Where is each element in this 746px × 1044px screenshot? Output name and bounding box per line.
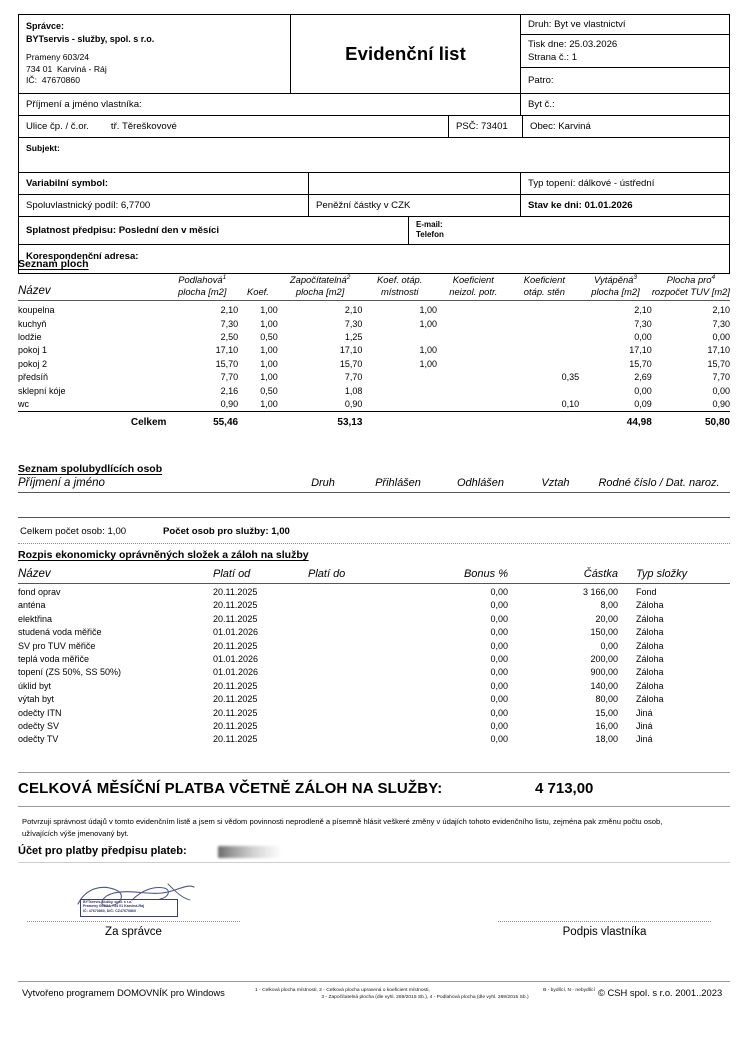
owner-row [19,93,729,115]
areas-total-koef_sten [510,412,580,432]
services-cell-name: elektřina [18,613,53,624]
table-row [18,398,730,412]
services-col-valid-from: Platí od [213,567,251,580]
services-cell-type: Záloha [636,613,664,624]
areas-total-tuv: 50,80 [652,412,730,432]
table-row [18,358,730,371]
areas-total-koef [238,412,278,432]
email-label: E-mail: [416,220,443,229]
areas-cell-zapocitatelna: 17,10 [339,345,363,356]
areas-cell-name: kuchyň [18,318,47,329]
areas-cell-name: předsíň [18,372,49,383]
owner-signature-line [498,921,711,922]
areas-cell-vytapena: 0,09 [634,398,652,409]
areas-cell-podlahova: 15,70 [215,358,239,369]
declaration-text: Potvrzuji správnost údajů v tomto evidenčním listě a jsem si vědom povinnosti neprodleně a písemně hlásit veškeré změny v údajích tohoto evidenčního listu, zejména pak změnu počtu osob, užívajících výše jmenovaný byt. [22,817,663,838]
areas-cell-koef_otap_mist [362,398,437,412]
flat-number-cell: Byt č.: [528,99,555,110]
table-row [18,733,730,746]
due-date-label: Splatnost předpisu: Poslední den v měsíci [19,217,409,244]
areas-cell-podlahova: 2,16 [220,385,239,396]
areas-cell-name: pokoj 1 [18,345,48,356]
cohabitants-empty-row [18,495,730,511]
areas-total-name: Celkem [18,412,166,432]
manager-label: Správce: [26,21,65,31]
areas-cell-koef_sten: 0,10 [561,398,580,409]
areas-cell-tuv: 2,10 [712,305,730,316]
subject-row [19,137,729,172]
services-cell-amount: 8,00 [600,600,618,611]
areas-col-heated-area [579,272,652,301]
table-row [18,371,730,384]
table-row [18,720,730,733]
cohabitants-empty-cell [18,495,730,511]
phone-label: Telefon [416,230,444,239]
areas-col-wall-heat-coef [510,272,580,301]
services-cell-name: anténa [18,600,46,611]
services-cell-type: Jiná [636,721,653,732]
status-date-cell: Stav ke dni: 01.01.2026 [528,200,633,211]
services-cell-bonus: 0,00 [490,613,508,624]
areas-col-tuv-area-sup: 4 [711,274,716,281]
areas-cell-podlahova: 17,10 [215,345,239,356]
services-table [18,568,730,747]
table-row [18,304,730,317]
ownership-share-cell: Spoluvlastnický podíl: 6,7700 [19,195,309,216]
areas-cell-zapocitatelna: 7,70 [344,372,363,383]
areas-cell-podlahova: 2,10 [220,305,239,316]
services-col-valid-to: Platí do [308,567,346,580]
declaration-bottom-divider [18,862,730,863]
services-cell-to [308,653,403,666]
services-cell-from: 20.11.2025 [213,600,258,611]
manager-ico: IČ: 47670860 [26,75,80,85]
cohabitants-col-relation: Vztah [541,476,570,489]
services-cell-type: Záloha [636,627,664,638]
services-cell-amount: 140,00 [590,680,618,691]
areas-cell-koef_sten [510,331,580,344]
areas-cell-vytapena: 17,10 [629,345,652,356]
table-row [18,680,730,693]
street-value: tř. Těreškovové [110,121,177,132]
services-cell-amount: 15,00 [595,707,618,718]
services-cell-bonus: 0,00 [490,721,508,732]
services-cell-name: výtah byt [18,694,55,705]
areas-col-coef-l1: Koef. [247,285,269,297]
street-label-text: Ulice čp. / č.or. [26,121,89,132]
services-cell-amount: 150,00 [590,627,618,638]
heating-type-cell: Typ topení: dálkové - ústřední [528,178,655,189]
areas-col-uninsulated-coef-l1: Koeficient [452,274,494,286]
services-cell-to [308,640,403,653]
areas-cell-vytapena: 2,10 [634,305,652,316]
table-row [18,626,730,639]
services-cell-type: Záloha [636,680,664,691]
services-cell-bonus: 0,00 [490,694,508,705]
areas-col-floor-area [166,272,238,301]
services-cell-type: Záloha [636,694,664,705]
areas-col-uninsulated-coef [437,272,510,301]
areas-cell-tuv: 7,30 [712,318,730,329]
print-info-row [521,34,729,67]
page-number: Strana č.: 1 [528,52,578,63]
services-cell-name: úklid byt [18,680,52,691]
areas-col-uninsulated-coef-l2: neizol. potr. [449,285,498,297]
persons-for-services-label: Počet osob pro služby: 1,00 [163,526,290,537]
cohabitants-col-name: Příjmení a jméno [18,477,105,489]
areas-header-row [18,272,730,301]
areas-total-podlahova: 55,46 [166,412,238,432]
areas-col-floor-area-l2: plocha [m2] [178,285,227,297]
areas-col-name: Název [18,285,51,298]
account-line-label: Účet pro platby předpisu plateb: [18,845,187,857]
services-cell-from: 01.01.2026 [213,654,259,665]
areas-cell-koef_sten [510,358,580,371]
areas-cell-koef_sten [510,344,580,357]
areas-cell-podlahova: 7,30 [220,318,239,329]
services-cell-to [308,626,403,639]
areas-col-counted-area-l1: Započítatelná [289,274,347,286]
areas-cell-koef: 1,00 [260,345,278,356]
services-cell-to [308,599,403,612]
cohabitants-col-type: Druh [311,476,335,489]
services-col-type: Typ složky [636,567,688,580]
services-cell-from: 20.11.2025 [213,680,258,691]
manager-signature-caption: Za správce [105,926,162,938]
areas-cell-koef_neizol [437,398,510,412]
services-header-row [18,568,730,584]
services-cell-name: fond oprav [18,587,61,597]
floor-row: Patro: [521,67,729,93]
areas-cell-koef_neizol [437,344,510,357]
areas-cell-koef: 1,00 [260,398,278,409]
services-cell-bonus: 0,00 [490,680,508,691]
areas-total-vytapena: 44,98 [579,412,652,432]
table-row [18,599,730,612]
services-cell-type: Záloha [636,654,664,665]
services-cell-name: odečty ITN [18,707,62,718]
services-cell-amount: 80,00 [595,694,618,705]
areas-cell-name: koupelna [18,305,55,316]
areas-cell-name: lodžie [18,331,42,342]
areas-cell-vytapena: 15,70 [629,358,652,369]
areas-cell-zapocitatelna: 0,90 [344,398,363,409]
manager-signature-line [27,921,240,922]
areas-total-zapocitatelna: 53,13 [278,412,363,432]
services-cell-from: 20.11.2025 [213,640,258,651]
areas-cell-podlahova: 2,50 [220,331,239,342]
areas-cell-koef_sten [510,318,580,331]
cohabitants-table [18,477,730,511]
services-cell-to [308,707,403,720]
services-cell-bonus: 0,00 [490,654,508,665]
manager-city: 734 01 Karviná - Ráj [26,63,107,74]
services-cell-amount: 16,00 [595,721,618,732]
cohabitants-col-registered: Přihlášen [375,476,421,489]
areas-cell-koef_otap_mist: 1,00 [419,358,437,369]
areas-cell-koef_sten [510,385,580,398]
table-row [18,344,730,357]
services-cell-amount: 200,00 [590,654,618,665]
areas-cell-zapocitatelna: 2,10 [344,305,363,316]
areas-cell-koef: 0,50 [260,331,278,342]
areas-col-wall-heat-coef-l2: otáp. stěn [523,285,565,297]
variable-symbol-row [19,172,729,194]
areas-cell-koef: 1,00 [260,318,278,329]
services-cell-to [308,680,403,693]
areas-col-tuv-area [652,272,730,301]
services-col-name: Název [18,568,51,580]
services-col-amount: Částka [583,567,618,580]
manager-address [26,52,283,87]
services-cell-amount: 900,00 [590,667,618,678]
services-col-bonus: Bonus % [463,567,508,580]
areas-cell-koef_otap_mist: 1,00 [419,345,437,356]
services-cell-type: Fond [636,587,657,597]
street-row [19,115,729,137]
page-title: Evidenční list [345,43,466,64]
services-cell-from: 01.01.2026 [213,627,259,638]
cohabitants-section-title: Seznam spolubydlících osob [18,463,163,475]
variable-symbol-spacer [309,173,521,194]
table-row [18,613,730,626]
services-cell-to [308,586,403,599]
header-right-block [521,15,729,93]
table-row [18,666,730,679]
areas-total-row [18,412,730,432]
services-cell-bonus: 0,00 [490,734,508,745]
footer-notes [255,987,595,1001]
services-cell-name: SV pro TUV měřiče [18,640,96,651]
redacted-account-number [218,846,280,858]
areas-cell-vytapena: 7,30 [634,318,652,329]
stamp-line-1: BYTservis-služby, spol. s r.o. [83,900,133,904]
services-cell-amount: 0,00 [600,640,618,651]
areas-cell-koef_neizol [437,318,510,331]
areas-cell-name: wc [18,398,29,409]
stamp-line-2: Prameny 603/24, 734 01 Karviná-Ráj [83,904,145,909]
services-cell-from: 20.11.2025 [213,587,258,597]
footer-note-line-2: 3 - Započítatelná plocha (dle vyhl. 269/2015 Sb.), 4 - Podlahová plocha (dle vyhl. 269/2015 Sb.) [321,995,529,1000]
areas-cell-zapocitatelna: 1,08 [344,385,363,396]
services-cell-bonus: 0,00 [490,587,508,597]
services-cell-name: odečty TV [18,734,59,745]
correspondence-row [19,244,729,273]
table-row [18,318,730,331]
areas-cell-koef_otap_mist [362,385,437,398]
areas-cell-vytapena: 0,00 [634,331,652,342]
areas-cell-podlahova: 0,90 [220,398,239,409]
share-row [19,194,729,216]
areas-total-koef_otap_mist [362,412,437,432]
postal-code-cell: PSČ: 73401 [449,116,523,137]
contact-cell [409,217,729,244]
municipality-cell: Obec: Karviná [530,121,591,132]
footer-note-1b: B - bydlící, N - nebydlící [543,988,595,993]
services-cell-type: Jiná [636,707,653,718]
services-cell-from: 20.11.2025 [213,721,258,732]
areas-cell-vytapena: 0,00 [634,385,652,396]
areas-cell-zapocitatelna: 1,25 [344,331,363,342]
areas-cell-tuv: 17,10 [707,345,730,356]
footer-note-line-1 [255,987,595,994]
declaration-top-divider [18,806,730,807]
areas-cell-koef_otap_mist: 1,00 [419,318,437,329]
services-cell-type: Záloha [636,640,664,651]
services-cell-amount: 3 166,00 [582,587,618,597]
areas-col-counted-area-l2: plocha [m2] [295,285,345,297]
areas-cell-tuv: 15,70 [707,358,730,369]
areas-cell-tuv: 0,90 [712,398,730,409]
cohabitants-col-birth-number: Rodné číslo / Dat. naroz. [598,476,720,489]
owner-signature-caption: Podpis vlastníka [562,926,647,938]
areas-cell-koef_neizol [437,304,510,317]
services-cell-type: Jiná [636,734,653,745]
company-stamp [80,899,178,917]
areas-cell-koef_neizol [437,331,510,344]
services-cell-type: Záloha [636,667,664,678]
header-box [18,14,730,274]
header-top-row [19,15,729,93]
cohabitants-header-row [18,477,730,493]
footer-copyright: © CSH spol. s r.o. 2001..2023 [598,987,723,998]
manager-name: BYTservis - služby, spol. s r.o. [26,34,155,44]
total-persons-label: Celkem počet osob: 1,00 [20,526,127,537]
services-cell-name: teplá voda měřiče [18,654,90,665]
cohabitants-table-body [18,495,730,511]
areas-table-body [18,304,730,431]
services-cell-from: 20.11.2025 [213,613,258,624]
services-cell-name: odečty SV [18,721,60,732]
areas-cell-koef_neizol [437,385,510,398]
services-cell-to [308,666,403,679]
areas-cell-koef_sten [510,304,580,317]
services-section-title: Rozpis ekonomicky oprávněných složek a záloh na služby [18,549,309,561]
areas-col-room-heat-coef [362,272,437,301]
services-cell-to [308,720,403,733]
services-cell-bonus: 0,00 [490,707,508,718]
footer-divider [18,981,730,982]
table-row [18,707,730,720]
services-cell-name: topení (ZS 50%, SS 50%) [18,667,122,678]
services-cell-bonus: 0,00 [490,640,508,651]
areas-col-floor-area-sup: 1 [222,274,227,281]
services-cell-to [308,613,403,626]
services-cell-bonus: 0,00 [490,627,508,638]
areas-cell-tuv: 0,00 [712,331,730,342]
grand-total-label: CELKOVÁ MĚSÍČNÍ PLATBA VČETNĚ ZÁLOH NA SLUŽBY: [18,780,443,797]
table-row [18,385,730,398]
subject-label: Subjekt: [26,143,60,153]
areas-cell-zapocitatelna: 7,30 [344,318,363,329]
areas-col-counted-area [278,272,363,301]
services-cell-bonus: 0,00 [490,667,508,678]
areas-col-tuv-area-l2: rozpočet TUV [m2] [651,285,730,297]
areas-col-counted-area-sup: 2 [346,274,351,281]
areas-cell-zapocitatelna: 15,70 [339,358,363,369]
variable-symbol-label: Variabilní symbol: [19,173,309,194]
footer-note-1a: 1 - Celková plocha místnosti, 2 - Celková plocha upravená o koeficient místnosti, [255,988,430,993]
table-row [18,693,730,706]
areas-cell-koef_sten: 0,35 [561,372,580,383]
areas-col-coef [238,272,278,301]
areas-col-room-heat-coef-l2: místnosti [380,285,419,297]
areas-col-tuv-area-l1: Plocha pro [666,274,712,286]
areas-cell-tuv: 0,00 [712,385,730,396]
cohabitants-bottom-line [18,517,730,518]
table-row [18,640,730,653]
currency-note-cell: Peněžní částky v CZK [309,195,521,216]
areas-cell-koef_otap_mist [362,331,437,344]
areas-cell-koef_otap_mist [362,371,437,384]
areas-total-koef_neizol [437,412,510,432]
areas-cell-name: pokoj 2 [18,358,48,369]
table-row [18,586,730,599]
services-cell-to [308,733,403,746]
areas-col-room-heat-coef-l1: Koef. otáp. [377,274,423,286]
print-date: Tisk dne: 25.03.2026 [528,39,618,50]
grand-total-value: 4 713,00 [535,780,594,797]
areas-cell-vytapena: 2,69 [634,372,652,383]
services-cell-from: 01.01.2026 [213,667,259,678]
areas-col-heated-area-sup: 3 [633,274,638,281]
services-cell-from: 20.11.2025 [213,707,258,718]
areas-cell-koef_neizol [437,371,510,384]
manager-street: Prameny 603/24 [26,52,90,62]
document-title-cell [291,15,521,93]
areas-cell-podlahova: 7,70 [220,372,239,383]
table-row [18,331,730,344]
areas-col-wall-heat-coef-l1: Koeficient [523,274,565,286]
areas-col-heated-area-l1: Vytápěná [593,274,634,286]
services-cell-to [308,693,403,706]
services-top-divider [18,543,730,544]
areas-cell-koef: 1,00 [260,305,278,316]
street-label [19,116,449,137]
services-cell-from: 20.11.2025 [213,734,258,745]
table-row [18,653,730,666]
areas-section-title: Seznam ploch [18,258,89,270]
grand-total-divider [18,772,730,773]
manager-block [19,15,291,93]
footer-program-text: Vytvořeno programem DOMOVNÍK pro Windows [22,987,225,998]
areas-cell-koef: 1,00 [260,372,278,383]
services-cell-type: Záloha [636,600,664,611]
owner-name-label: Příjmení a jméno vlastníka: [19,94,521,115]
areas-cell-koef_otap_mist: 1,00 [419,305,437,316]
areas-cell-koef: 1,00 [260,358,278,369]
areas-cell-koef_neizol [437,358,510,371]
areas-cell-name: sklepní kóje [18,385,66,396]
services-cell-from: 20.11.2025 [213,694,258,705]
areas-table [18,272,730,431]
services-cell-amount: 18,00 [595,734,618,745]
services-cell-amount: 20,00 [595,613,618,624]
correspondence-label: Korespondenční adresa: [26,251,139,262]
services-table-body [18,586,730,747]
areas-cell-tuv: 7,70 [712,372,730,383]
stamp-line-3: IČ: 47670860, DIČ: CZ47670860 [83,908,136,913]
areas-col-floor-area-l1: Podlahová [178,274,223,286]
areas-col-heated-area-l2: plocha [m2] [591,285,640,297]
due-date-row [19,216,729,244]
services-cell-name: studená voda měřiče [18,627,102,638]
services-cell-bonus: 0,00 [490,600,508,611]
cohabitants-col-deregistered: Odhlášen [456,476,505,489]
areas-cell-koef: 0,50 [260,385,278,396]
property-type-row: Druh: Byt ve vlastnictví [528,19,626,30]
